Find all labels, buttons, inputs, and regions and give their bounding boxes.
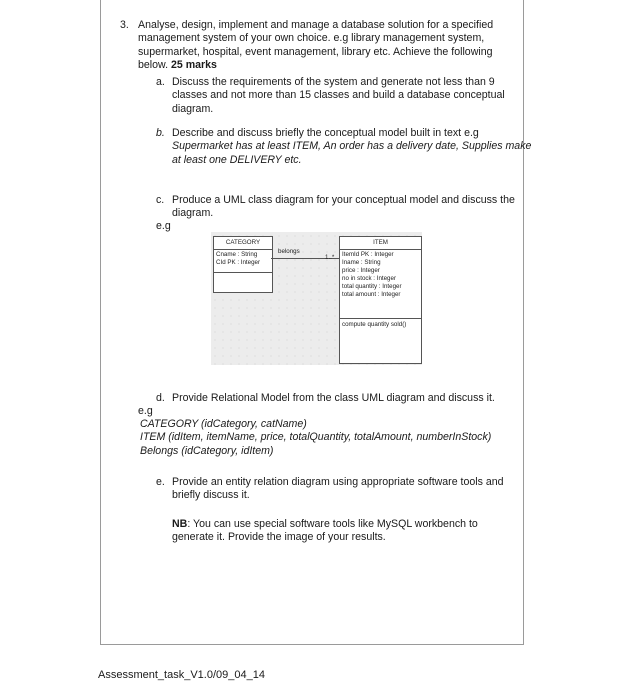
- association-multiplicity: 1..*: [325, 254, 335, 261]
- item-d-eg: e.g: [138, 405, 153, 417]
- nb-text: : You can use special software tools like MySQL workbench to generate it. Provide the image of your results.: [172, 518, 478, 544]
- category-class-name: CATEGORY: [214, 237, 272, 250]
- item-d-label: d.: [156, 392, 165, 404]
- footer-version: Assessment_task_V1.0/09_04_14: [98, 669, 265, 681]
- uml-class-category: [213, 236, 273, 293]
- category-attributes: [214, 250, 272, 273]
- item-e-text: Provide an entity relation diagram using appropriate software tools and briefly discuss it.: [172, 476, 504, 502]
- item-a-label: a.: [156, 76, 165, 88]
- relational-model: [140, 418, 520, 458]
- item-a-text: Discuss the requirements of the system and generate not less than 9 classes and not more than 15 classes and build a database conceptual diagram.: [172, 76, 505, 115]
- relation-line: ITEM (idItem, itemName, price, totalQuantity, totalAmount, numberInStock): [140, 431, 492, 444]
- question-number: 3.: [120, 19, 129, 31]
- item-class-name: ITEM: [340, 237, 421, 250]
- question-marks: 25 marks: [171, 59, 217, 72]
- item-attr: no in stock : Integer: [342, 275, 396, 282]
- item-c-eg: e.g: [156, 220, 171, 232]
- question-intro-text: Analyse, design, implement and manage a database solution for a specified management system of your own choice. e.g library management system, supermarket, hospital, event management, library etc. Achieve the following below.: [138, 19, 494, 72]
- item-b-example: Supermarket has at least ITEM, An order has a delivery date, Supplies make at least one DELIVERY etc.: [172, 140, 532, 166]
- item-attributes: [340, 250, 421, 319]
- item-attr: ItemId PK : Integer: [342, 251, 394, 258]
- nb-note: [172, 518, 522, 545]
- item-attr: total amount : Integer: [342, 291, 401, 298]
- item-b-label: b.: [156, 127, 165, 139]
- item-attr: total quantity : Integer: [342, 283, 402, 290]
- item-attr: Iname : String: [342, 259, 381, 266]
- item-c-label: c.: [156, 194, 165, 206]
- item-op: compute quantity sold(): [342, 321, 407, 328]
- item-b-text: Describe and discuss briefly the conceptual model built in text e.g: [172, 127, 479, 139]
- uml-class-item: [339, 236, 422, 364]
- item-attr: price : Integer: [342, 267, 380, 274]
- nb-label: NB: [172, 518, 188, 530]
- question-intro: [138, 19, 518, 73]
- association-label: belongs: [278, 248, 300, 255]
- item-c-text: Produce a UML class diagram for your conceptual model and discuss the diagram.: [172, 194, 515, 220]
- relation-line: Belongs (idCategory, idItem): [140, 444, 274, 457]
- item-operations: [340, 319, 421, 331]
- item-b: [172, 127, 532, 167]
- category-attr: Cname : String: [216, 251, 258, 258]
- relation-line: CATEGORY (idCategory, catName): [140, 418, 307, 430]
- item-e-label: e.: [156, 476, 165, 488]
- item-d-text: Provide Relational Model from the class UML diagram and discuss it.: [172, 392, 495, 404]
- category-attr: CId PK : Integer: [216, 259, 261, 266]
